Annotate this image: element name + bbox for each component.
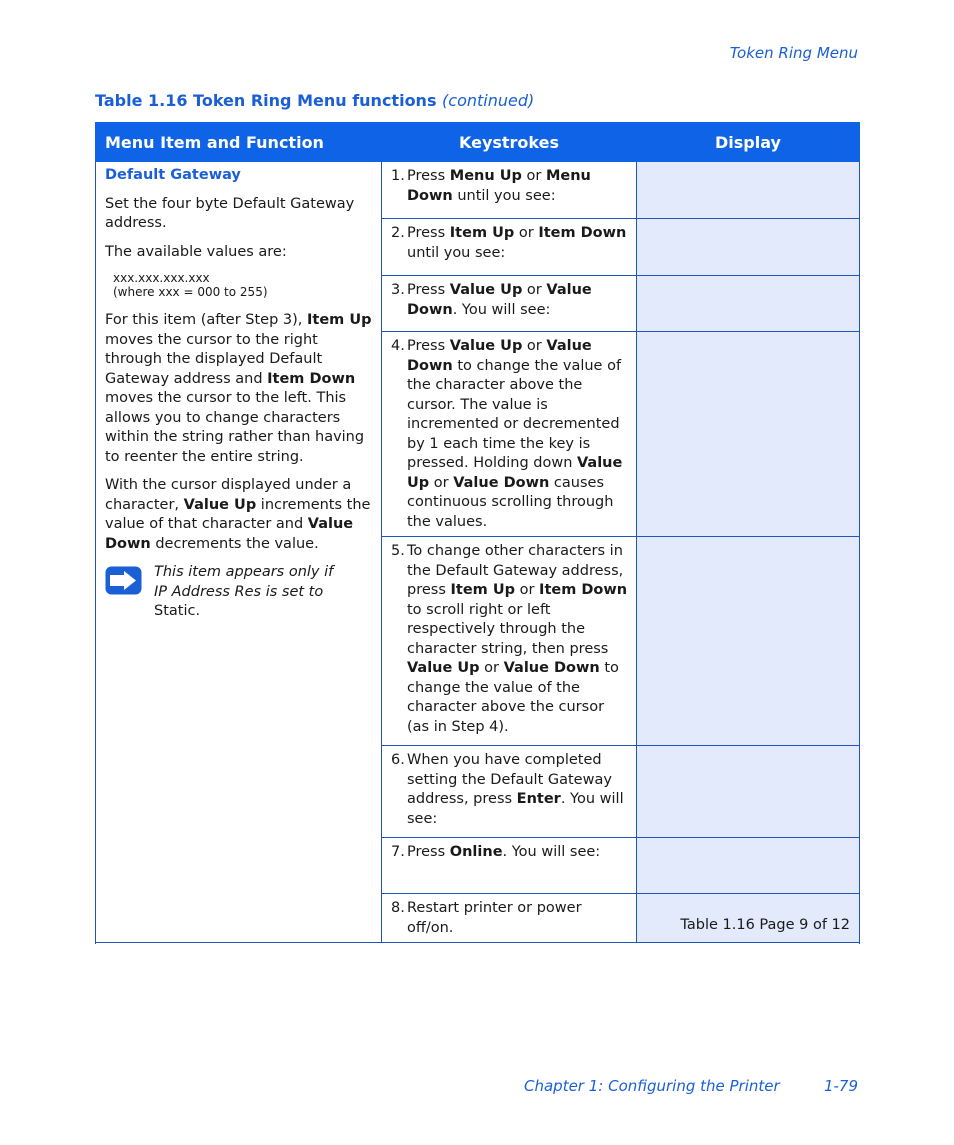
table-footer: [95, 911, 860, 944]
caption-label: Table 1.16 Token Ring Menu functions: [95, 91, 437, 110]
display-cell-4: [637, 332, 860, 537]
step-number: 2.: [391, 225, 405, 241]
footer-page-number: 1-79: [823, 1077, 858, 1095]
step-text: When you have completed setting the Default Gateway address, press Enter. You will see:: [407, 752, 624, 827]
value-description: With the cursor displayed under a character, Value Up increments the value of that character and Value Down decrements the value.: [105, 477, 371, 552]
header-keystrokes: Keystrokes: [382, 123, 637, 162]
step-text: Press Item Up or Item Down until you see:: [407, 225, 627, 261]
running-head: Token Ring Menu: [729, 44, 858, 62]
step-number: 6.: [391, 752, 405, 768]
keystroke-step-7: [382, 838, 637, 894]
keystroke-step-5: [382, 537, 637, 746]
step-number: 7.: [391, 844, 405, 860]
display-cell-1: [637, 162, 860, 219]
header-display: Display: [637, 123, 860, 162]
values-range: (where xxx = 000 to 255): [113, 285, 268, 299]
description-text: Set the four byte Default Gateway address.: [105, 195, 355, 231]
display-cell-7: [637, 838, 860, 894]
keystroke-step-4: [382, 332, 637, 537]
note: [105, 563, 372, 622]
table-caption: [95, 91, 534, 110]
note-line-1: This item appears only if: [154, 564, 334, 580]
header-menu-item: Menu Item and Function: [96, 123, 382, 162]
display-cell-6: [637, 746, 860, 838]
footer-chapter: Chapter 1: Configuring the Printer: [524, 1077, 780, 1095]
step-number: 4.: [391, 338, 405, 354]
step-number: 3.: [391, 282, 405, 298]
display-cell-3: [637, 276, 860, 332]
header-row: [96, 123, 860, 162]
keystroke-step-6: [382, 746, 637, 838]
step-row: [96, 162, 860, 219]
note-line-2: IP Address Res is set to Static.: [154, 583, 324, 619]
display-cell-2: [637, 219, 860, 276]
step-number: 1.: [391, 168, 405, 184]
step-number: 8.: [391, 900, 405, 916]
step-text: Restart printer or power off/on.: [407, 900, 582, 936]
pointing-hand-note-icon: [105, 566, 142, 595]
values-format: xxx.xxx.xxx.xxx: [113, 271, 210, 285]
values-intro: The available values are:: [105, 243, 287, 260]
note-text: [154, 563, 372, 622]
display-cell-5: [637, 537, 860, 746]
step-text: Press Menu Up or Menu Down until you see:: [407, 168, 591, 204]
keystroke-step-3: [382, 276, 637, 332]
step-text: Press Value Up or Value Down to change the value of the character above the cursor. The value is incremented or decremented by 1 each time the key is pressed. Holding down Value Up or Value Down causes continuous scrolling through the values.: [407, 338, 623, 530]
token-ring-menu-table: [95, 122, 860, 943]
step-text: Press Online. You will see:: [407, 844, 601, 860]
keystroke-step-2: [382, 219, 637, 276]
caption-continued: (continued): [442, 91, 535, 110]
table-page-reference: Table 1.16 Page 9 of 12: [680, 917, 850, 933]
step-number: 5.: [391, 543, 405, 559]
cursor-description: For this item (after Step 3), Item Up moves the cursor to the right through the displayed Default Gateway address and Item Down moves the cursor to the left. This allows you to change characters within the string rather than having to reenter the entire string.: [105, 312, 372, 465]
item-title: Default Gateway: [105, 167, 241, 183]
menu-item-description: [96, 162, 382, 943]
keystroke-step-1: [382, 162, 637, 219]
step-text: Press Value Up or Value Down. You will see:: [407, 282, 592, 318]
step-text: To change other characters in the Default Gateway address, press Item Up or Item Down to scroll right or left respectively through the character string, then press Value Up or Value Down to change the value of the character above the cursor (as in Step 4).: [407, 543, 628, 735]
values-sample: [113, 271, 372, 299]
